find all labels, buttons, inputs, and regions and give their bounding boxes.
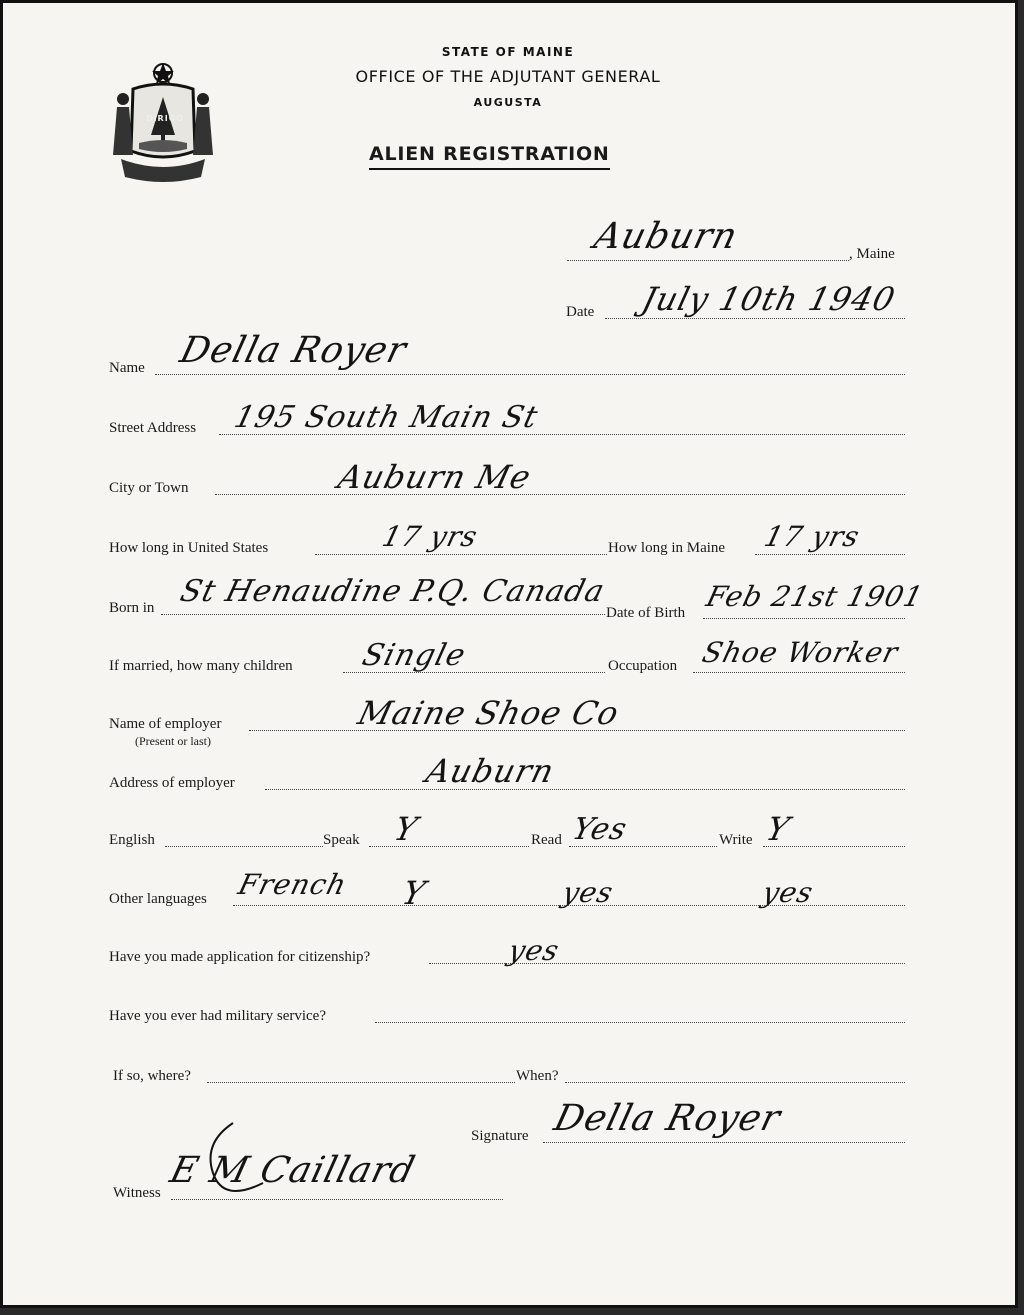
seal-motto: DIRIGO	[145, 114, 185, 123]
english-label: English	[109, 832, 155, 848]
employer-name-label: Name of employer	[109, 716, 222, 732]
date-label: Date	[566, 304, 595, 320]
citizenship-label: Have you made application for citizenship?	[109, 949, 371, 965]
other-languages-read-value: yes	[559, 876, 618, 909]
english-speak-label: Speak	[323, 832, 360, 848]
office-heading: OFFICE OF THE ADJUTANT GENERAL	[355, 67, 661, 86]
date-of-birth-label: Date of Birth	[606, 605, 686, 621]
citizenship-value: yes	[505, 934, 564, 967]
state-heading: STATE OF MAINE	[441, 45, 575, 59]
other-languages-write-value: yes	[759, 876, 818, 909]
date-value: July 10th 1940	[638, 280, 900, 318]
occupation-label: Occupation	[608, 658, 678, 674]
city-or-town-value: Auburn Me	[334, 458, 536, 496]
children-value: Single	[358, 638, 470, 673]
name-value: Della Royer	[176, 330, 411, 371]
city-or-town-label: City or Town	[109, 480, 189, 496]
occupation-value: Shoe Worker	[699, 636, 902, 669]
other-languages-speak-value: Y	[398, 874, 430, 912]
english-write-value: Y	[762, 810, 794, 848]
english-read-label: Read	[531, 832, 562, 848]
english-speak-value: Y	[390, 810, 422, 848]
when-label: When?	[516, 1068, 559, 1084]
english-write-label: Write	[719, 832, 753, 848]
form-title: ALIEN REGISTRATION	[369, 143, 610, 170]
maine-state-seal-icon	[111, 59, 215, 187]
born-in-value: St Henaudine P.Q. Canada	[176, 574, 609, 609]
witness-label: Witness	[113, 1185, 161, 1201]
witness-flourish	[183, 1113, 303, 1213]
signature-value: Della Royer	[550, 1098, 785, 1139]
street-address-label: Street Address	[109, 420, 197, 436]
employer-address-label: Address of employer	[109, 775, 235, 791]
english-read-value: Yes	[568, 812, 631, 847]
employer-address-value: Auburn	[422, 752, 559, 790]
how-long-us-label: How long in United States	[109, 540, 269, 556]
place-suffix-label: , Maine	[849, 246, 895, 262]
how-long-maine-label: How long in Maine	[608, 540, 726, 556]
place-value: Auburn	[590, 216, 743, 257]
military-label: Have you ever had military service?	[109, 1008, 326, 1024]
witness-value: E M Caillard	[166, 1150, 420, 1191]
employer-name-sublabel: (Present or last)	[135, 734, 211, 748]
born-in-label: Born in	[109, 600, 155, 616]
children-label: If married, how many children	[109, 658, 293, 674]
how-long-maine-value: 17 yrs	[761, 520, 864, 553]
name-label: Name	[109, 360, 145, 376]
signature-label: Signature	[471, 1128, 529, 1144]
if-so-where-label: If so, where?	[113, 1068, 191, 1084]
street-address-value: 195 South Main St	[230, 400, 542, 435]
how-long-us-value: 17 yrs	[379, 520, 482, 553]
date-of-birth-value: Feb 21st 1901	[703, 580, 927, 613]
other-languages-value: French	[235, 868, 351, 901]
employer-name-value: Maine Shoe Co	[354, 694, 624, 732]
other-languages-label: Other languages	[109, 891, 207, 907]
city-heading: AUGUSTA	[473, 96, 543, 109]
